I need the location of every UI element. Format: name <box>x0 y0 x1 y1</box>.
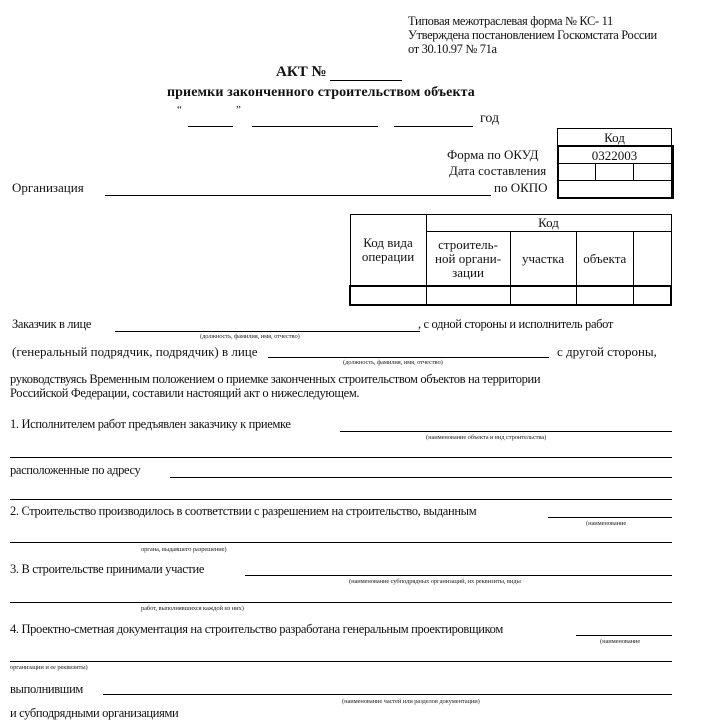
construction-org-header <box>426 232 510 286</box>
section2-caption-2: органа, выдавшего разрешение) <box>141 546 227 553</box>
month-field[interactable] <box>252 126 378 127</box>
form-type-line: Типовая межотраслевая форма № КС- 11 <box>408 14 613 28</box>
guided-text-line2: Российской Федерации, составили настоящий акт о нижеследующем. <box>10 386 360 400</box>
act-number-label: АКТ № <box>276 64 327 80</box>
year-field[interactable] <box>394 126 473 127</box>
date-year-cell[interactable] <box>633 164 671 181</box>
extra-code-cell[interactable] <box>634 286 672 305</box>
quote-close: ” <box>236 104 241 116</box>
okpo-label: по ОКПО <box>494 180 548 195</box>
form-approval-line: Утверждена постановлением Госкомстата России <box>408 28 657 42</box>
customer-field[interactable] <box>115 331 420 332</box>
quote-open: “ <box>177 104 182 116</box>
section3-field-continued[interactable] <box>10 602 672 603</box>
customer-label: Заказчик в лице <box>12 317 92 331</box>
performed-label: выполнившим <box>10 682 83 696</box>
construction-org-cell[interactable] <box>426 286 510 305</box>
year-label: год <box>480 111 500 126</box>
section1-caption: (наименование объекта и вид строительства) <box>426 434 547 441</box>
date-month-cell[interactable] <box>595 164 633 181</box>
address-field-continued[interactable] <box>10 499 672 500</box>
operation-type-header <box>350 215 426 287</box>
section4-field-continued[interactable] <box>10 661 672 662</box>
construction-org-line3: зации <box>452 264 484 280</box>
operation-codes-table <box>349 214 672 306</box>
section4-field[interactable] <box>576 635 672 636</box>
operation-type-line2: операции <box>361 249 415 264</box>
okud-code-table <box>557 128 672 198</box>
construction-org-line1: строитель- <box>438 236 498 252</box>
date-compiled-label: Дата составления <box>449 163 547 178</box>
operation-type-cell[interactable] <box>350 286 426 305</box>
okud-label: Форма по ОКУД <box>447 147 539 162</box>
section1-label: 1. Исполнителем работ предъявлен заказчику к приемке <box>10 417 291 431</box>
section3-caption-2: работ, выполнявшихся каждой из них) <box>141 605 244 612</box>
organization-label: Организация <box>12 180 84 195</box>
section1-field[interactable] <box>340 431 672 432</box>
section1-field-continued[interactable] <box>10 457 672 458</box>
section4-caption-1: (наименование <box>600 638 641 645</box>
section4-label: 4. Проектно-сметная документация на строительство разработана генеральным проектировщиком <box>10 622 503 636</box>
okud-code-value[interactable]: 0322003 <box>558 146 672 164</box>
performed-caption: (наименование частей или разделов документации) <box>342 698 480 705</box>
site-header: участка <box>510 232 576 286</box>
section2-field[interactable] <box>548 517 672 518</box>
address-field[interactable] <box>170 477 672 478</box>
address-label: расположенные по адресу <box>10 463 141 477</box>
day-field[interactable] <box>188 126 233 127</box>
operation-type-line1: Код вида <box>363 235 413 250</box>
extra-code-header <box>634 232 672 286</box>
section2-caption-1: (наименование <box>586 520 627 527</box>
act-subtitle: приемки законченного строительством объекта <box>167 85 475 100</box>
section4-caption-2: организации и ее реквизиты) <box>10 664 88 671</box>
construction-org-line2: ной органи- <box>435 250 502 266</box>
object-header: объекта <box>576 232 633 286</box>
customer-caption: (должность, фамилия, имя, отчество) <box>200 333 300 340</box>
section2-field-continued[interactable] <box>10 542 672 543</box>
performed-field[interactable] <box>103 694 672 695</box>
section3-field[interactable] <box>245 575 672 576</box>
subcontract-label: и субподрядными организациями <box>10 706 179 720</box>
code-group-header: Код <box>426 215 671 232</box>
contractor-caption: (должность, фамилия, имя, отчество) <box>343 359 443 366</box>
section3-caption-1: (наименование субподрядных организаций, их реквизиты, виды <box>349 578 521 585</box>
contractor-field[interactable] <box>268 357 549 358</box>
date-day-cell[interactable] <box>558 164 596 181</box>
okud-code-header: Код <box>558 129 672 147</box>
organization-field[interactable] <box>105 195 491 196</box>
section2-label: 2. Строительство производилось в соответствии с разрешением на строительство, выданным <box>10 504 477 518</box>
act-number-field[interactable] <box>330 80 402 81</box>
contractor-suffix: с другой стороны, <box>557 344 657 359</box>
contractor-label: (генеральный подрядчик, подрядчик) в лице <box>12 344 258 359</box>
guided-text-line1: руководствуясь Временным положением о приемке законченных строительством объектов на территории <box>10 372 541 386</box>
okpo-code-cell[interactable] <box>558 181 672 198</box>
site-cell[interactable] <box>510 286 576 305</box>
section3-label: 3. В строительстве принимали участие <box>10 562 205 576</box>
object-cell[interactable] <box>576 286 633 305</box>
form-date-line: от 30.10.97 № 71а <box>408 42 497 56</box>
customer-suffix: , с одной стороны и исполнитель работ <box>418 317 614 331</box>
